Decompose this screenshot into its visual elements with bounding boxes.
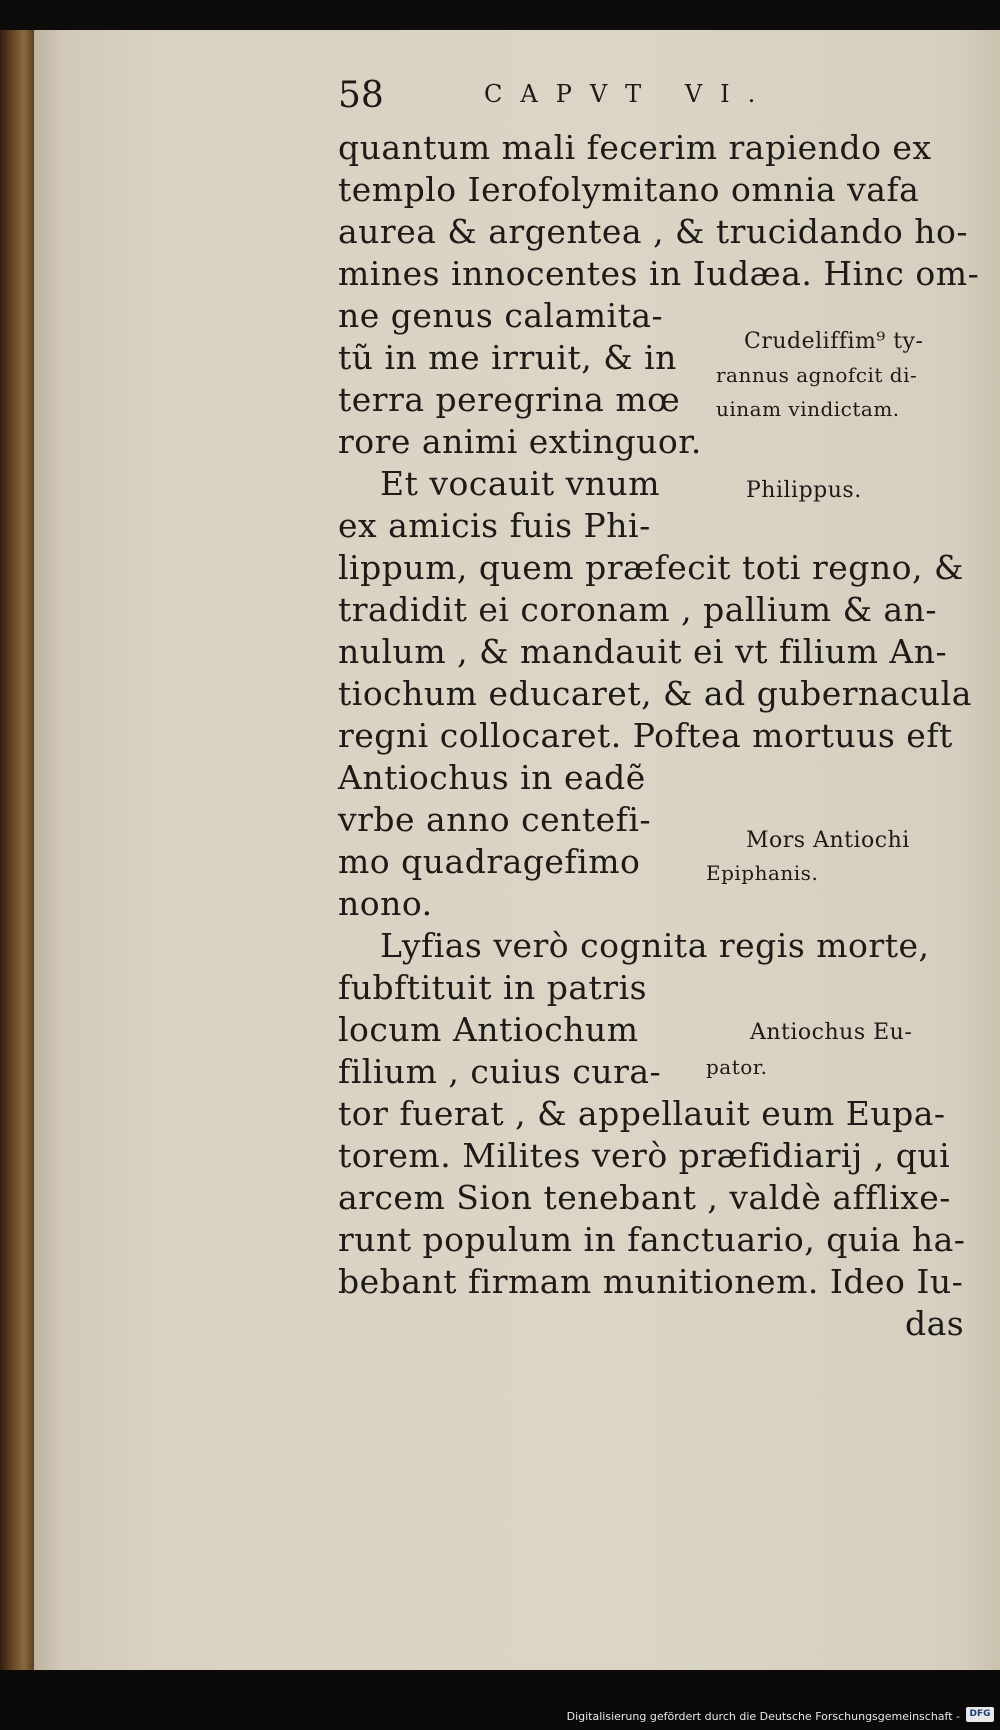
body-line: tũ in me irruit, & in (338, 338, 677, 377)
body-line: nono. (338, 884, 433, 923)
body-line: arcem Sion tenebant , valdè afflixe- (338, 1178, 951, 1217)
body-line: Antiochus in eadẽ (338, 758, 646, 797)
body-line: lippum, quem præfecit toti regno, & (338, 548, 964, 587)
body-line: ne genus calamita- (338, 296, 664, 335)
body-line: aurea & argentea , & trucidando ho- (338, 212, 969, 251)
page-number: 58 (338, 75, 384, 116)
body-line: runt populum in fanctuario, quia ha- (338, 1220, 966, 1259)
marginal-note: Mors Antiochi (746, 828, 910, 853)
marginal-note: rannus agnofcit di- (716, 363, 918, 387)
body-line: terra peregrina mœ (338, 380, 681, 419)
body-line: nulum , & mandauit ei vt filium An- (338, 632, 948, 671)
body-line: mo quadragefimo (338, 842, 641, 881)
body-line: tradidit ei coronam , pallium & an- (338, 590, 938, 629)
running-title: CAPVT VI. (484, 80, 774, 108)
body-line: mines innocentes in Iudæa. Hinc om- (338, 254, 980, 293)
body-line: locum Antiochum (338, 1010, 639, 1049)
body-line: Et vocauit vnum (380, 464, 661, 503)
scan-background-top (0, 0, 1000, 30)
body-line: filium , cuius cura- (338, 1052, 662, 1091)
marginal-note: pator. (706, 1055, 768, 1079)
marginal-note: Philippus. (746, 478, 862, 503)
body-line: ex amicis fuis Phi- (338, 506, 651, 545)
body-line: fubftituit in patris (338, 968, 648, 1007)
body-line: tor fuerat , & appellauit eum Eupa- (338, 1094, 946, 1133)
digitization-credit: Digitalisierung gefördert durch die Deutsche Forschungsgemeinschaft - (566, 1710, 960, 1723)
body-line: bebant firmam munitionem. Ideo Iu- (338, 1262, 964, 1301)
body-line: torem. Milites verò præfidiarij , qui (338, 1136, 951, 1175)
body-line: quantum mali fecerim rapiendo ex (338, 128, 932, 167)
marginal-note: Crudeliffim⁹ ty- (744, 329, 924, 354)
book-binding-edge (0, 30, 34, 1670)
body-line: Lyfias verò cognita regis morte, (380, 926, 930, 965)
marginal-note: uinam vindictam. (716, 397, 900, 421)
body-line: vrbe anno centefi- (338, 800, 652, 839)
body-line: tiochum educaret, & ad gubernacula (338, 674, 972, 713)
dfg-logo-icon: DFG (966, 1707, 994, 1722)
marginal-note: Epiphanis. (706, 861, 819, 885)
body-line: regni collocaret. Poftea mortuus eft (338, 716, 953, 755)
marginal-note: Antiochus Eu- (750, 1020, 913, 1045)
body-line-catchword: das (905, 1304, 965, 1343)
body-line: rore animi extinguor. (338, 422, 702, 461)
body-line: templo Ierofolymitano omnia vafa (338, 170, 920, 209)
